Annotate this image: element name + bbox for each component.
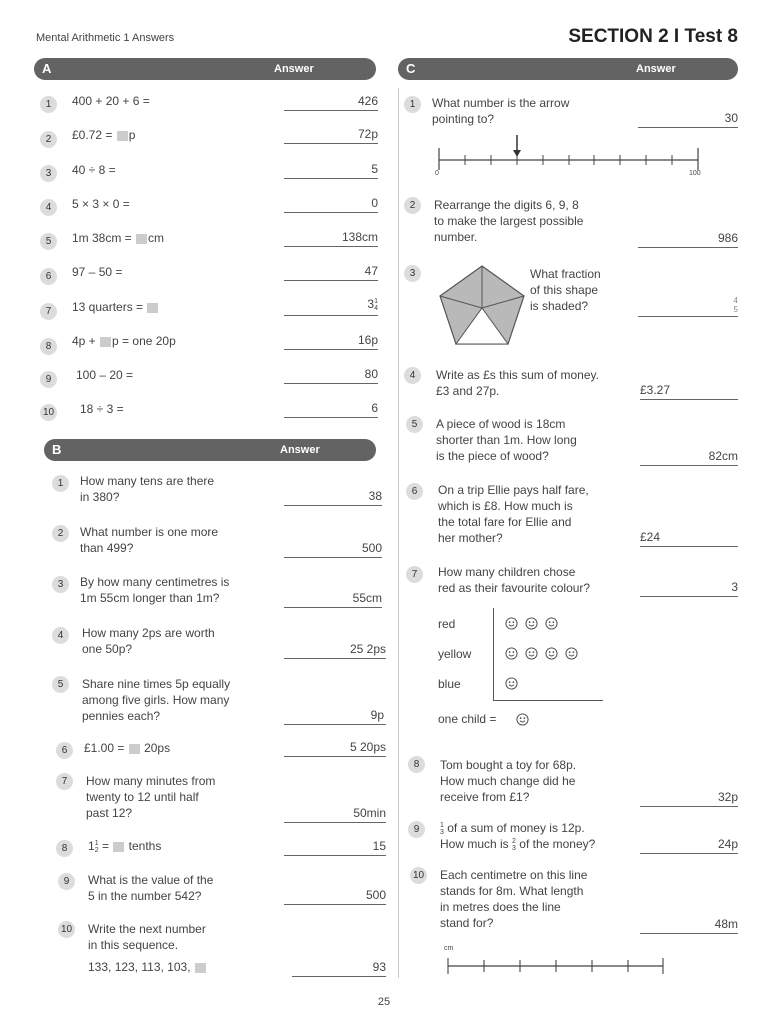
question-text: How many tens are there in 380? [80,474,215,504]
question-text: Rearrange the digits 6, 9, 8 to make the largest possible number. [434,198,584,244]
number-line-scale [430,130,710,180]
answer-line [284,178,378,179]
answer-value: 32p [717,790,738,804]
answer-line [284,904,386,905]
answer-value: 500 [361,541,382,555]
section-a-letter: A [42,61,52,76]
answer-value: 16p [357,333,378,347]
answer-value: 24p [717,837,738,851]
question-number: 7 [406,566,423,583]
answer-line [284,315,378,316]
smiley-icon [565,647,578,660]
answer-line [640,596,738,597]
question-number: 1 [404,96,421,113]
answer-value: 5 20ps [349,740,386,754]
scale-start-label: 0 [435,170,439,177]
question-number: 3 [52,576,69,593]
answer-value: 38 [368,489,382,503]
question-text: 40 ÷ 8 = [72,163,116,177]
question-text: 5 × 3 × 0 = [72,197,130,211]
answer-line [284,212,378,213]
answer-line [640,853,738,854]
answer-value: 9p [370,708,384,722]
question-text: What is the value of the 5 in the number 542? [88,873,214,903]
question-number: 8 [408,756,425,773]
pentagon-shape [432,262,532,348]
question-number: 6 [56,742,73,759]
section-a-answer-label: Answer [274,63,314,75]
answer-line [284,349,378,350]
pictogram-axis [493,608,494,701]
answer-line [638,316,738,317]
question-text: Tom bought a toy for 68p. How much change did he receive from £1? [440,758,577,804]
page-number: 25 [377,996,391,1008]
answer-value: 0 [371,196,378,210]
section-title: SECTION 2 I Test 8 [568,26,738,47]
question-text: A piece of wood is 18cm shorter than 1m. How long is the piece of wood? [436,417,577,463]
answer-value: £24 [640,530,661,544]
question-number: 8 [56,840,73,857]
ruler-unit-label: cm [444,945,454,952]
answer-line [638,127,738,128]
question-text: £0.72 = p [72,128,136,142]
question-number: 9 [40,371,57,388]
centimetre-line [440,954,670,978]
smiley-icon [505,677,518,690]
answer-line [284,724,386,725]
answer-line [640,399,738,400]
question-text: 97 – 50 = [72,265,123,279]
smiley-icon [525,617,538,630]
answer-value: 47 [364,264,378,278]
question-number: 6 [40,268,57,285]
question-number: 4 [40,199,57,216]
section-c-letter: C [406,61,416,76]
question-number: 2 [40,131,57,148]
question-text: How many 2ps are worth one 50p? [82,626,215,656]
answer-value: 80 [364,367,378,381]
smiley-icon [505,647,518,660]
smiley-icon [516,713,529,726]
question-text: 100 – 20 = [76,368,134,382]
smiley-icon [505,617,518,630]
question-number: 4 [404,367,421,384]
pictogram-label: yellow [438,647,472,661]
question-number: 9 [58,873,75,890]
answer-line [284,658,386,659]
answer-value: 15 [372,839,386,853]
question-number: 7 [40,303,57,320]
question-text: 11 2 = tenths [88,839,162,854]
answer-line [640,806,738,807]
question-number: 1 [40,96,57,113]
blank-box [113,842,124,852]
question-number: 3 [40,165,57,182]
question-number: 10 [58,921,75,938]
answer-line [284,383,378,384]
question-number: 5 [40,233,57,250]
header-title: Mental Arithmetic 1 Answers [36,32,175,44]
answer-line [284,417,378,418]
answer-line [292,976,386,977]
question-number: 6 [406,483,423,500]
answer-line [284,822,386,823]
question-text: 1m 38cm = cm [72,231,165,245]
question-text: Write the next number in this sequence. 133, 123, 113, 103, [88,922,206,974]
answer-value: 3 [731,580,738,594]
question-text: By how many centimetres is 1m 55cm longer than 1m? [80,575,230,605]
answer-value: £3.27 [640,383,671,397]
answer-value: 48m [714,917,738,931]
answer-value: 5 [371,162,378,176]
question-text: 4p + p = one 20p [72,334,176,348]
question-text: Share nine times 5p equally among five girls. How many pennies each? [82,677,231,723]
answer-value: 4 5 [733,296,738,314]
answer-value: 93 [372,960,386,974]
answer-line [284,557,382,558]
question-number: 5 [52,676,69,693]
answer-line [284,143,378,144]
answer-value: 986 [717,231,738,245]
question-text: How many children chose red as their favourite colour? [438,565,591,595]
answer-line [640,546,738,547]
scale-end-label: 100 [689,170,701,177]
question-text: How many minutes from twenty to 12 until half past 12? [86,774,216,820]
answer-value: 50min [353,806,386,820]
answer-value: 55cm [352,591,382,605]
question-text: 18 ÷ 3 = [80,402,124,416]
pictogram-label: red [438,617,456,631]
smiley-icon [545,617,558,630]
answer-value: 82cm [708,449,738,463]
question-number: 7 [56,773,73,790]
smiley-icon [545,647,558,660]
answer-line [640,933,738,934]
section-c-bar [398,58,738,80]
question-number: 5 [406,416,423,433]
section-b-letter: B [52,442,62,457]
answer-value: 6 [371,401,378,415]
section-b-answer-label: Answer [280,444,320,456]
question-text: £1.00 = 20ps [84,741,171,755]
blank-box [100,337,111,347]
question-text: What number is the arrow pointing to? [432,96,570,126]
blank-box [129,744,140,754]
question-text: What fraction of this shape is shaded? [530,267,601,313]
question-text: 400 + 20 + 6 = [72,94,150,108]
section-a-bar [34,58,376,80]
answer-value: 31 4 [367,297,378,312]
blank-box [195,963,206,973]
question-number: 4 [52,627,69,644]
pictogram-label: blue [438,677,461,691]
answer-value: 138cm [341,230,378,244]
question-text: On a trip Ellie pays half fare, which is £8. How much is the total fare for Ellie and her mother? [438,483,589,545]
answer-value: 500 [365,888,386,902]
answer-line [284,246,378,247]
question-number: 8 [40,338,57,355]
question-text: 1 3 of a sum of money is 12p. How much is 2 3 of the money? [440,821,596,852]
blank-box [136,234,147,244]
answer-value: 25 2ps [349,642,386,656]
column-divider [398,88,399,978]
answer-line [284,110,378,111]
answer-value: 30 [724,111,738,125]
question-number: 1 [52,475,69,492]
question-text: What number is one more than 499? [80,525,219,555]
question-number: 10 [410,867,427,884]
pictogram-base [493,700,603,701]
question-number: 10 [40,404,57,421]
blank-box [117,131,128,141]
answer-line [284,607,382,608]
answer-line [284,855,386,856]
answer-line [284,280,378,281]
section-c-answer-label: Answer [636,63,676,75]
question-number: 2 [404,197,421,214]
answer-line [284,756,386,757]
answer-value: 72p [357,127,378,141]
question-number: 9 [408,821,425,838]
answer-value: 426 [357,94,378,108]
question-text: Each centimetre on this line stands for 8m. What length in metres does the line stand for? [440,868,588,930]
question-number: 2 [52,525,69,542]
section-b-bar [44,439,376,461]
answer-line [284,505,382,506]
question-text: 13 quarters = [72,299,159,315]
blank-box [147,303,158,313]
pictogram-key: one child = [438,712,497,726]
smiley-icon [525,647,538,660]
question-text: Write as £s this sum of money. £3 and 27p. [436,368,599,398]
question-number: 3 [404,265,421,282]
answer-line [638,247,738,248]
answer-line [640,465,738,466]
